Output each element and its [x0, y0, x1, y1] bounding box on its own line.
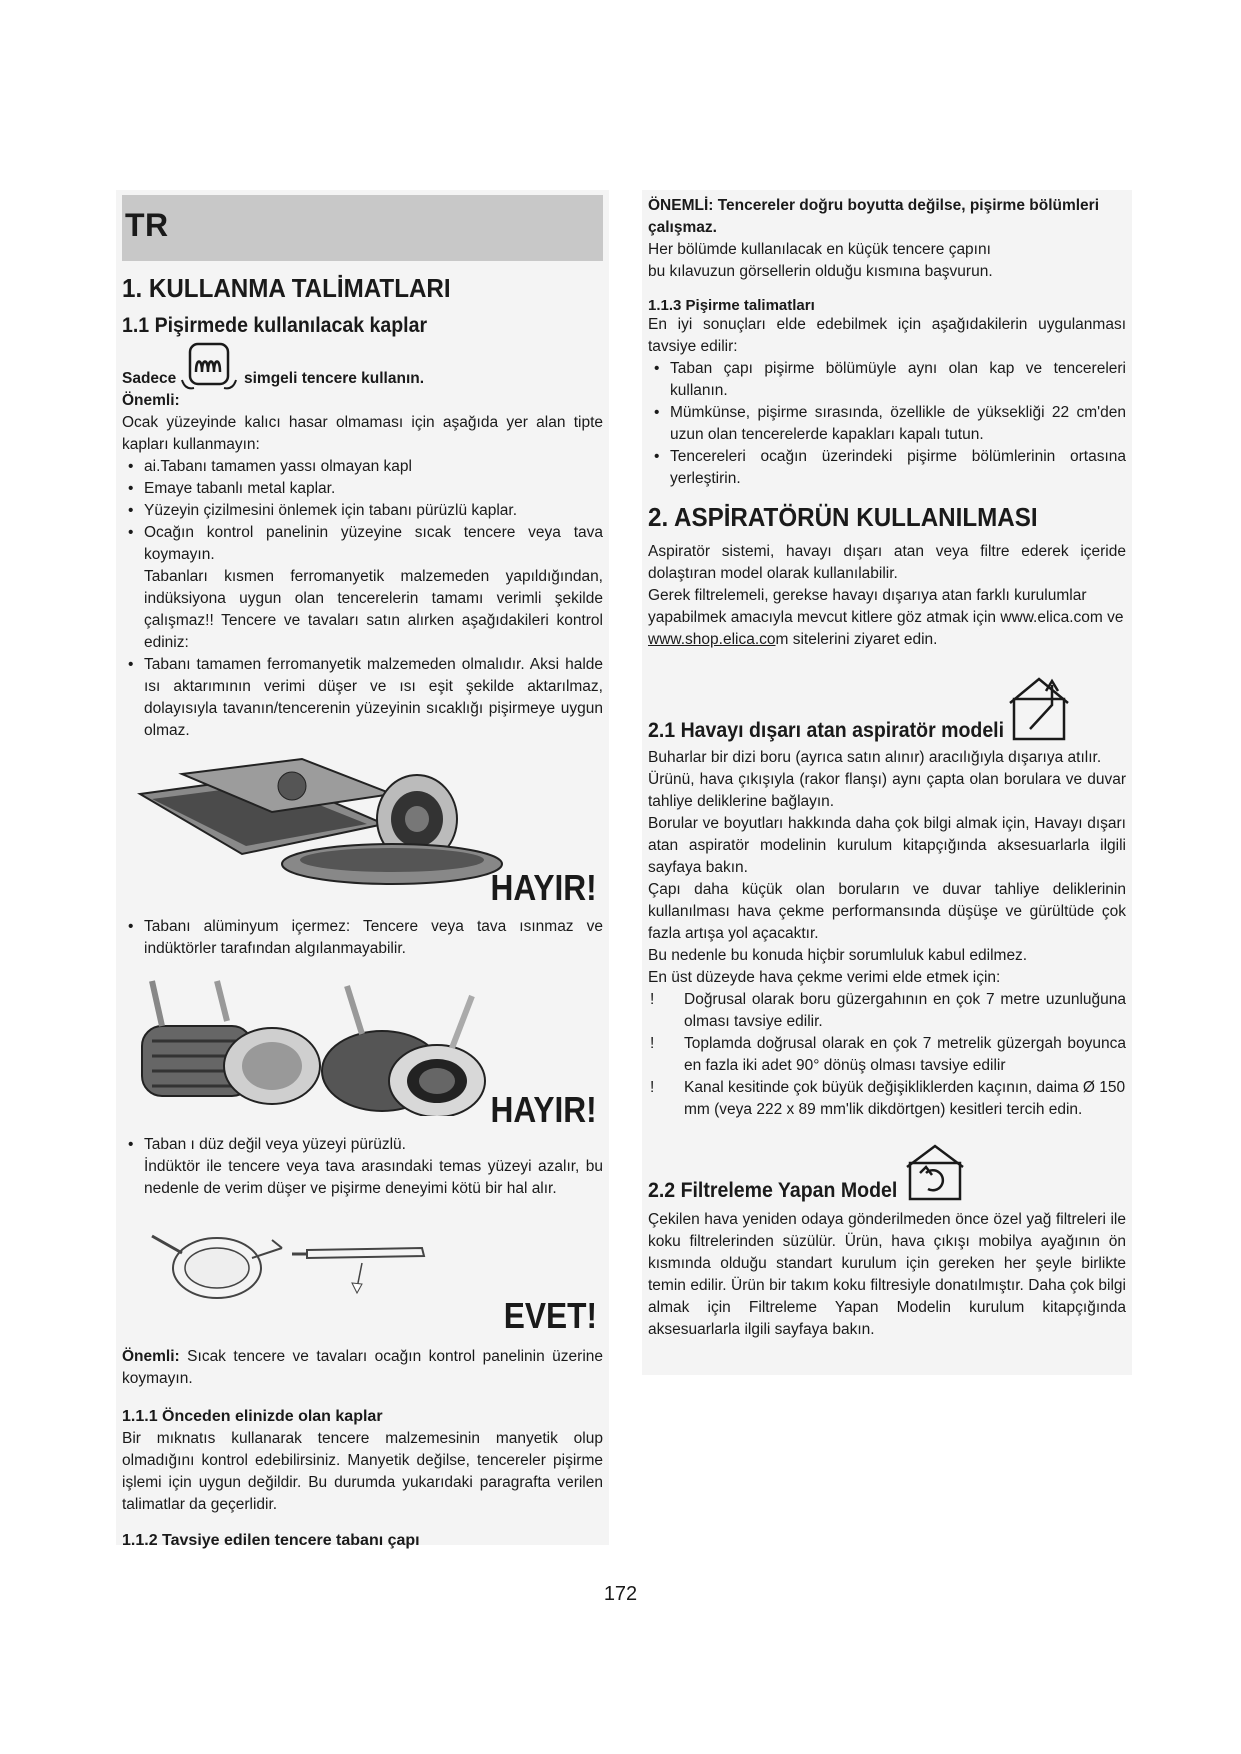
induction-symbol-line: Sadece simgeli tencere kullanın.	[122, 342, 603, 392]
section-2-1-text-6: En üst düzeyde hava çekme verimi elde etmek için:	[648, 969, 1001, 986]
section-2-1-text-3: Borular ve boyutları hakkında daha çok bilgi almak için, Havayı dışarı atan aspiratör modelinin kurulum kitapçığında aksesuarlarla ilgili sayfaya bakın.	[648, 815, 1126, 876]
section-2-text-2: Gerek filtrelemeli, gerekse havayı dışarıya atan farklı kurulumlar yapabilmek amacıyla mevcut kitlere göz atmak için www.elica.com ve www.shop.elica.com sitelerini ziyaret edin.	[648, 587, 1124, 648]
section-1-title: 1. KULLANMA TALİMATLARI	[122, 273, 451, 303]
section-2-1-text-5: Bu nedenle bu konuda hiçbir sorumluluk kabul edilmez.	[648, 947, 1028, 964]
section-2-2-text: Çekilen hava yeniden odaya gönderilmeden önce özel yağ filtreleri ile koku filtrelerinden süzülür. Ürün, hava çıkışı mobilya ayağının ön kısmında olduğu standart kurulum için gereken her şeyle birlikte temin edilir. Ürün bir takım koku filtresiyle donatılmıştır. Daha çok bilgi almak için Filtreleme Yapan Modelin kurulum kitapçığında aksesuarlarla ilgili sayfaya bakın.	[648, 1211, 1126, 1338]
bullet-item: • ai.Tabanı tamamen yassı olmayan kapl	[128, 458, 412, 475]
left-column	[122, 195, 603, 1550]
important-line-3: bu kılavuzun görsellerin olduğu kısmına başvurun.	[648, 263, 993, 280]
flat-note: İndüktör ile tencere veya tava arasındaki temas yüzeyi azalır, bu nedenle de verim düşer ve pişirme deneyimi kötü bir hal alır.	[144, 1158, 603, 1197]
bullet-item: • Tabanı alüminyum içermez: Tencere veya tava ısınmaz ve indüktörler tarafından algılanmayabilir.	[128, 918, 603, 957]
section-1-1-1-title: 1.1.1 Önceden elinizde olan kaplar	[122, 1408, 383, 1425]
aluminium-pans-illustration	[122, 976, 603, 1130]
shop-link[interactable]: www.shop.elica.co	[648, 631, 776, 648]
section-1-1-3-title: 1.1.3 Pişirme talimatları	[648, 297, 815, 314]
important-note: ÖNEMLİ: Tencereler doğru boyutta değilse, pişirme bölümleri çalışmaz.	[648, 197, 1100, 236]
bullet-item: • Taban çapı pişirme bölümüyle aynı olan kap ve tencereleri kullanın.	[654, 360, 1126, 399]
bullet-item: • Tabanı tamamen ferromanyetik malzemeden olmalıdır. Aksi halde ısı aktarımının verimi düşer ve ısı eşit şekilde aktarılmaz, dolayısıyla tavanın/tencerenin yüzeyinin sıcaklığı pişirmeye uygun olmaz.	[128, 656, 603, 739]
bullet-item: • Mümkünse, pişirme sırasında, özellikle de yüksekliği 22 cm'den uzun olan tencerelerde kapakları kapalı tutun.	[654, 404, 1126, 443]
non-ferro-pans-illustration	[122, 754, 603, 908]
section-1-1-1-text: Bir mıknatıs kullanarak tencere malzemesinin manyetik olup olmadığını kontrol edebilirsiniz. Manyetik değilse, tencereler pişirme işlemi için uygun değildir. Bu durumda yukarıdaki paragrafta verilen talimatlar da geçerlidir.	[122, 1430, 603, 1513]
section-2-2-header	[648, 1143, 1126, 1203]
correct-pan-illustration	[122, 1218, 603, 1336]
yes-label: EVET!	[503, 1295, 597, 1336]
no-label: HAYIR!	[490, 867, 597, 908]
section-2-1-title: 2.1 Havayı dışarı atan aspiratör modeli	[648, 719, 1005, 742]
language-bar: TR	[122, 195, 603, 261]
section-2-title: 2. ASPİRATÖRÜN KULLANILMASI	[648, 502, 1038, 532]
important-line-2: Her bölümde kullanılacak en küçük tencere çapını	[648, 241, 991, 258]
bullet-item: • Ocağın kontrol panelinin yüzeyine sıcak tencere veya tava koymayın.	[128, 524, 603, 563]
ferro-note: Tabanları kısmen ferromanyetik malzemeden yapıldığından, indüksiyona uygun olan tencerelerin tamamı verimli şekilde çalışmaz!! Tencere ve tavaları satın alırken aşağıdakileri kontrol ediniz:	[144, 568, 603, 651]
section-2-1-text-1: Buharlar bir dizi boru (ayrıca satın alınır) aracılığıyla dışarıya atılır.	[648, 749, 1102, 766]
section-1-1-title: 1.1 Pişirmede kullanılacak kaplar	[122, 314, 428, 337]
section-2-text-1: Aspiratör sistemi, havayı dışarı atan veya filtre ederek içeride dolaştıran model olarak kullanılabilir.	[648, 543, 1126, 582]
right-column	[648, 195, 1126, 1341]
section-1-1-3-intro: En iyi sonuçları elde edebilmek için aşağıdakilerin uygulanması tavsiye edilir:	[648, 316, 1126, 355]
onemli-label: Önemli:	[122, 392, 180, 409]
ducted-house-icon	[1008, 673, 1078, 743]
no-label: HAYIR!	[490, 1089, 597, 1130]
bullet-item: • Taban ı düz değil veya yüzeyi pürüzlü.	[128, 1136, 406, 1153]
bullet-item: • Emaye tabanlı metal kaplar.	[128, 480, 336, 497]
bullet-item: • Tencereleri ocağın üzerindeki pişirme bölümlerinin ortasına yerleştirin.	[654, 448, 1126, 487]
list-item: ! Toplamda doğrusal olarak en çok 7 metrelik güzergah boyunca en fazla iki adet 90° dönüş olması tavsiye edilir	[650, 1035, 1126, 1074]
recirculation-house-icon	[906, 1143, 964, 1201]
induction-coil-icon	[180, 342, 238, 392]
section-2-1-header	[648, 673, 1126, 743]
page-number: 172	[603, 1583, 638, 1605]
bullet-item: • Yüzeyin çizilmesini önlemek için tabanı pürüzlü kaplar.	[128, 502, 518, 519]
intro-text: Ocak yüzeyinde kalıcı hasar olmaması için aşağıda yer alan tipte kapları kullanmayın:	[122, 414, 603, 453]
section-2-2-title: 2.2 Filtreleme Yapan Model	[648, 1179, 898, 1202]
section-2-1-text-4: Çapı daha küçük olan boruların ve duvar tahliye deliklerinin kullanılması hava çekme performansında düşüşe ve gürültüde çok fazla artışa yol açacaktır.	[648, 881, 1126, 942]
warning-text: Önemli: Sıcak tencere ve tavaları ocağın kontrol panelinin üzerine koymayın.	[122, 1348, 603, 1387]
list-item: ! Doğrusal olarak boru güzergahının en çok 7 metre uzunluğuna olması tavsiye edilir.	[650, 991, 1126, 1030]
list-item: ! Kanal kesitinde çok büyük değişikliklerden kaçının, daima Ø 150 mm (veya 222 x 89 mm'lik dikdörtgen) kesitleri tercih edin.	[650, 1079, 1126, 1118]
section-1-1-2-title: 1.1.2 Tavsiye edilen tencere tabanı çapı	[122, 1532, 420, 1549]
section-2-1-text-2: Ürünü, hava çıkışıyla (rakor flanşı) aynı çapta olan borulara ve duvar tahliye deliklerine bağlayın.	[648, 771, 1126, 810]
